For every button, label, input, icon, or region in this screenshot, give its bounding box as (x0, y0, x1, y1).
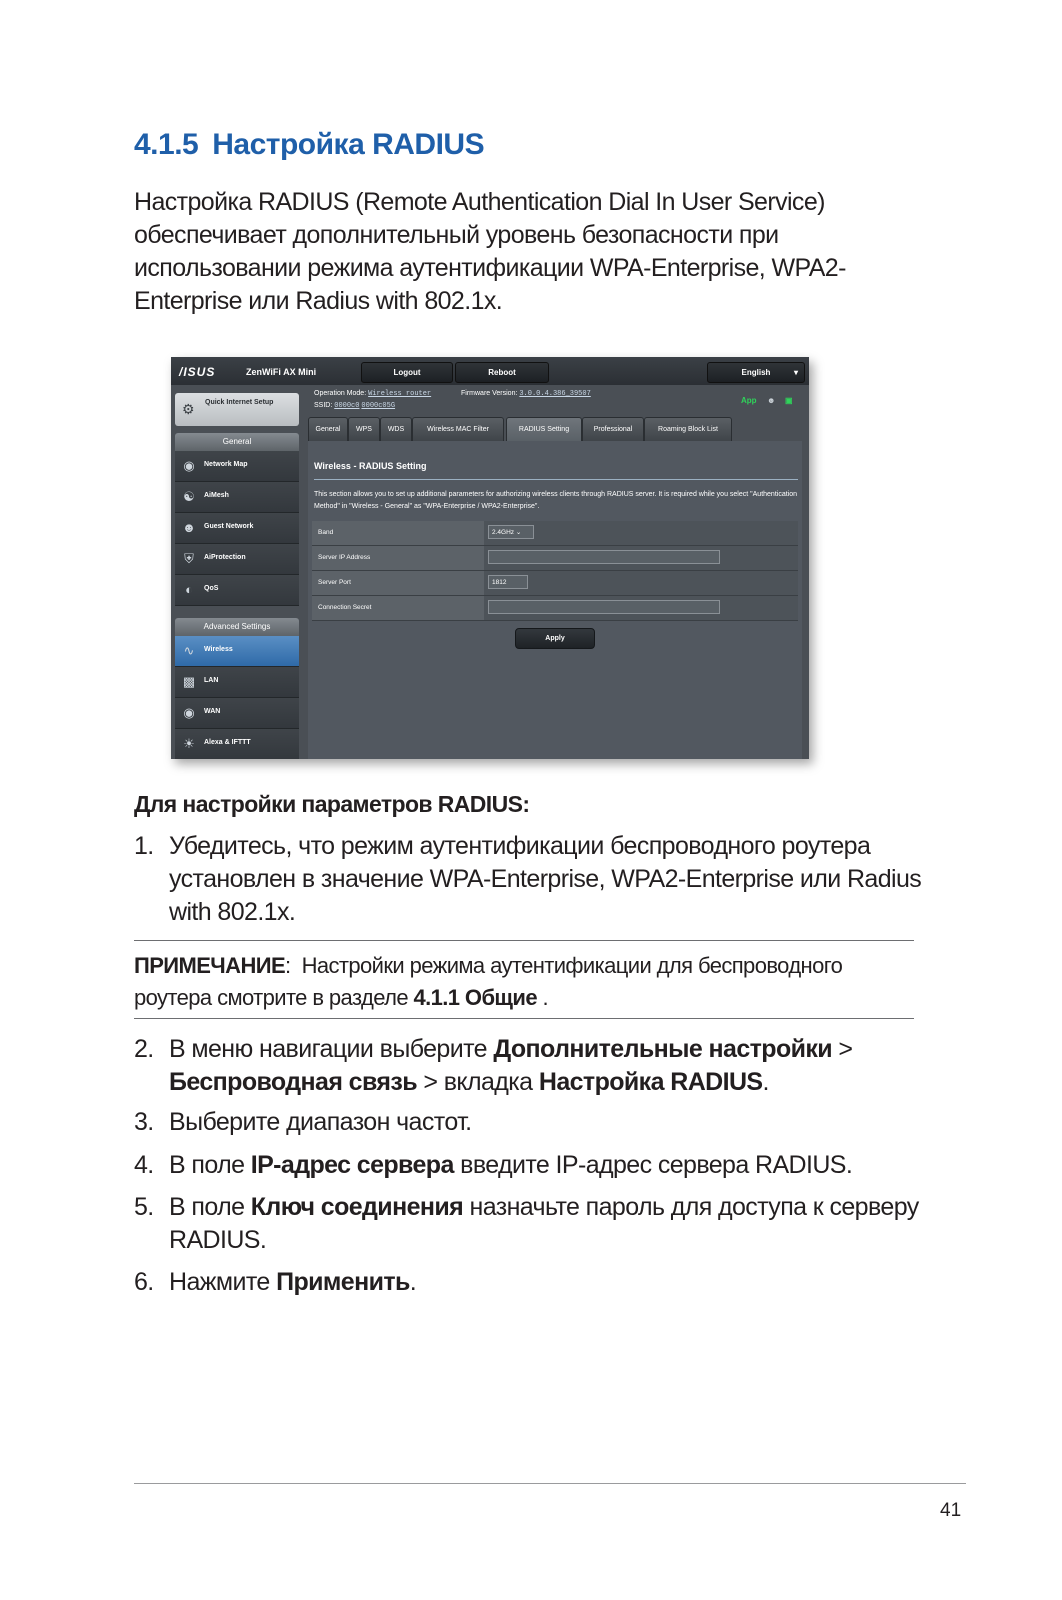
connection-secret-row (312, 596, 798, 621)
language-select[interactable] (707, 362, 805, 383)
router-topbar (171, 357, 809, 385)
connection-secret-input[interactable] (488, 600, 720, 614)
voice-assistant-icon: ☀ (183, 736, 195, 751)
step-6-button: Применить (276, 1268, 410, 1296)
step-6-pre: Нажмите (169, 1268, 270, 1296)
step-2-pre: В меню навигации выберите (169, 1035, 487, 1063)
note-label: ПРИМЕЧАНИЕ (134, 953, 286, 978)
lan-icon: ▩ (182, 674, 196, 689)
ssid-info (314, 402, 395, 410)
sidebar-item-label: AiProtection (204, 554, 246, 561)
step-4-post: введите IP-адрес сервера RADIUS. (460, 1151, 853, 1179)
quick-internet-setup[interactable] (175, 393, 299, 426)
sidebar-item-label: WAN (204, 708, 221, 715)
tab-wireless-mac-filter[interactable]: Wireless MAC Filter (412, 417, 504, 442)
advanced-settings-header: Advanced Settings (175, 618, 299, 636)
operation-mode-label: Operation Mode: (314, 390, 367, 397)
router-screenshot (171, 357, 809, 759)
wizard-icon: ⚙ (182, 401, 195, 417)
network-status-icon[interactable]: ▣ (785, 396, 793, 405)
tab-general[interactable]: General (308, 417, 348, 442)
intro-paragraph: Настройка RADIUS (Remote Authentication Dial In User Service) обеспечивает дополнительный уровень безопасности при использовании режима аутентификации WPA-Enterprise, WPA2-Enterprise или Radius with 802.1x. (134, 188, 846, 315)
sidebar-item-label: Network Map (204, 461, 248, 468)
mesh-icon: ☯ (183, 489, 195, 504)
note-top-rule (134, 940, 914, 941)
status-bar (311, 387, 809, 415)
operation-mode (314, 390, 431, 398)
tab-wps[interactable]: WPS (348, 417, 380, 442)
panel-title: Wireless - RADIUS Setting (314, 461, 427, 471)
operation-mode-link[interactable]: Wireless router (368, 390, 432, 398)
step-text (169, 1149, 929, 1182)
sidebar-item-wan[interactable] (175, 698, 299, 729)
step-2-menu: Дополнительные настройки (493, 1035, 833, 1063)
quick-internet-setup-label: Quick Internet Setup (205, 399, 274, 406)
step-4-field: IP-адрес сервера (250, 1151, 454, 1179)
ssid-2g[interactable]: 0000c0 (334, 402, 360, 410)
guest-icon: ☻ (182, 520, 196, 535)
panel-divider (314, 479, 798, 480)
server-ip-input[interactable] (488, 550, 720, 564)
app-link[interactable]: App (741, 396, 757, 405)
firmware-label: Firmware Version: (461, 390, 518, 397)
step-text: Убедитесь, что режим аутентификации беспроводного роутера установлен в значение WPA-Enterprise, WPA2-Enterprise или Radius with 802.1x. (169, 832, 922, 926)
page-number: 41 (940, 1500, 962, 1521)
tab-wds[interactable]: WDS (380, 417, 412, 442)
note-block: ПРИМЕЧАНИЕ: Настройки режима аутентификации для беспроводного роутера смотрите в разделе 4.1.1 Общие . (134, 953, 843, 1010)
step-number: 5. (134, 1193, 154, 1221)
server-ip-row (312, 546, 798, 571)
procedure-heading: Для настройки параметров RADIUS: (134, 791, 530, 817)
model-name: ZenWiFi AX Mini (246, 367, 317, 377)
step-5-field: Ключ соединения (250, 1193, 464, 1221)
users-icon[interactable]: ☻ (767, 396, 776, 405)
note-bottom-rule (134, 1018, 914, 1019)
step-5-pre: В поле (169, 1193, 245, 1221)
step-text: Нажмите Применить. (169, 1268, 417, 1296)
server-port-field (488, 575, 528, 589)
sidebar-item-label: Guest Network (204, 523, 254, 530)
sidebar-item-lan[interactable] (175, 667, 299, 698)
connection-secret-field (488, 600, 720, 614)
sidebar-item-wireless[interactable] (175, 636, 299, 667)
settings-table (312, 521, 798, 621)
note-text: Настройки режима аутентификации для беспроводного роутера смотрите в разделе (134, 953, 843, 1010)
server-ip-label: Server IP Address (312, 546, 484, 570)
step-4-pre: В поле (169, 1151, 245, 1179)
step-number: 6. (134, 1268, 154, 1296)
section-number: 4.1.5 (134, 128, 199, 161)
step-text: Выберите диапазон частот. (169, 1108, 472, 1136)
radius-settings-panel (308, 441, 802, 759)
server-port-row (312, 571, 798, 596)
section-title: Настройка RADIUS (212, 128, 485, 161)
sidebar-item-alexa-ifttt[interactable] (175, 729, 299, 759)
globe-icon: ◉ (183, 458, 195, 473)
language-value: English (741, 368, 771, 377)
band-select[interactable] (488, 525, 534, 539)
shield-icon: ⛨ (184, 551, 194, 566)
asus-logo: /ISUS (179, 365, 216, 379)
section-heading (134, 128, 484, 162)
general-header: General (175, 433, 299, 451)
tab-professional[interactable]: Professional (582, 417, 644, 442)
step-2-tab: Настройка RADIUS (538, 1068, 763, 1096)
step-5-post: назначьте пароль для доступа к серверу RADIUS. (169, 1193, 919, 1254)
tab-radius-setting[interactable]: RADIUS Setting (506, 417, 582, 442)
band-field (488, 525, 534, 539)
band-value: 2.4GHz (492, 529, 515, 536)
sidebar-item-aiprotection[interactable] (175, 544, 299, 575)
chevron-down-icon: ▾ (793, 368, 798, 377)
step-text: В меню навигации выберите Дополнительные настройки > Беспроводная связь > вкладка Настройка RADIUS. (169, 1035, 853, 1096)
sidebar-item-network-map[interactable] (175, 451, 299, 482)
step-2-submenu: Беспроводная связь (169, 1068, 418, 1096)
note-reference: 4.1.1 Общие (413, 985, 537, 1010)
firmware-version (461, 390, 591, 398)
step-number: 3. (134, 1108, 154, 1136)
sidebar-item-label: Wireless (204, 646, 233, 653)
step-2-mid: вкладка (443, 1068, 533, 1096)
connection-secret-label: Connection Secret (312, 596, 484, 620)
firmware-link[interactable]: 3.0.0.4.386_39507 (519, 390, 591, 398)
panel-description: This section allows you to set up additional parameters for authorizing wireless clients through RADIUS server. It is required while you select "Authentication Method" in "Wireless - General" as "WPA-Enterprise / WPA2-Enterprise". (314, 491, 797, 510)
step-text (169, 1191, 929, 1257)
wifi-icon: ∿ (183, 643, 195, 658)
step-number: 1. (134, 832, 154, 860)
tab-roaming-block-list[interactable]: Roaming Block List (644, 417, 732, 442)
chevron-down-icon: ⌄ (515, 529, 522, 536)
band-label: Band (312, 521, 484, 545)
server-ip-field (488, 550, 720, 564)
sidebar-item-label: QoS (204, 585, 219, 592)
sidebar-item-guest-network[interactable] (175, 513, 299, 544)
ssid-label: SSID: (314, 402, 333, 409)
reboot-button[interactable]: Reboot (455, 362, 549, 383)
sidebar-item-qos[interactable] (175, 575, 299, 606)
gauge-icon: ◐ (185, 582, 193, 597)
step-number: 4. (134, 1151, 154, 1179)
server-port-input[interactable]: 1812 (488, 575, 528, 589)
server-port-label: Server Port (312, 571, 484, 595)
globe-icon: ◉ (183, 705, 195, 720)
sidebar-item-label: Alexa & IFTTT (204, 739, 251, 746)
sidebar-item-label: AiMesh (204, 492, 229, 499)
apply-button[interactable]: Apply (515, 628, 595, 649)
logout-button[interactable]: Logout (361, 362, 453, 383)
sidebar-item-aimesh[interactable] (175, 482, 299, 513)
footer-rule (134, 1483, 966, 1484)
sidebar-item-label: LAN (204, 677, 219, 684)
ssid-5g[interactable]: 0000c05G (361, 402, 396, 410)
step-number: 2. (134, 1035, 154, 1063)
band-row (312, 521, 798, 546)
